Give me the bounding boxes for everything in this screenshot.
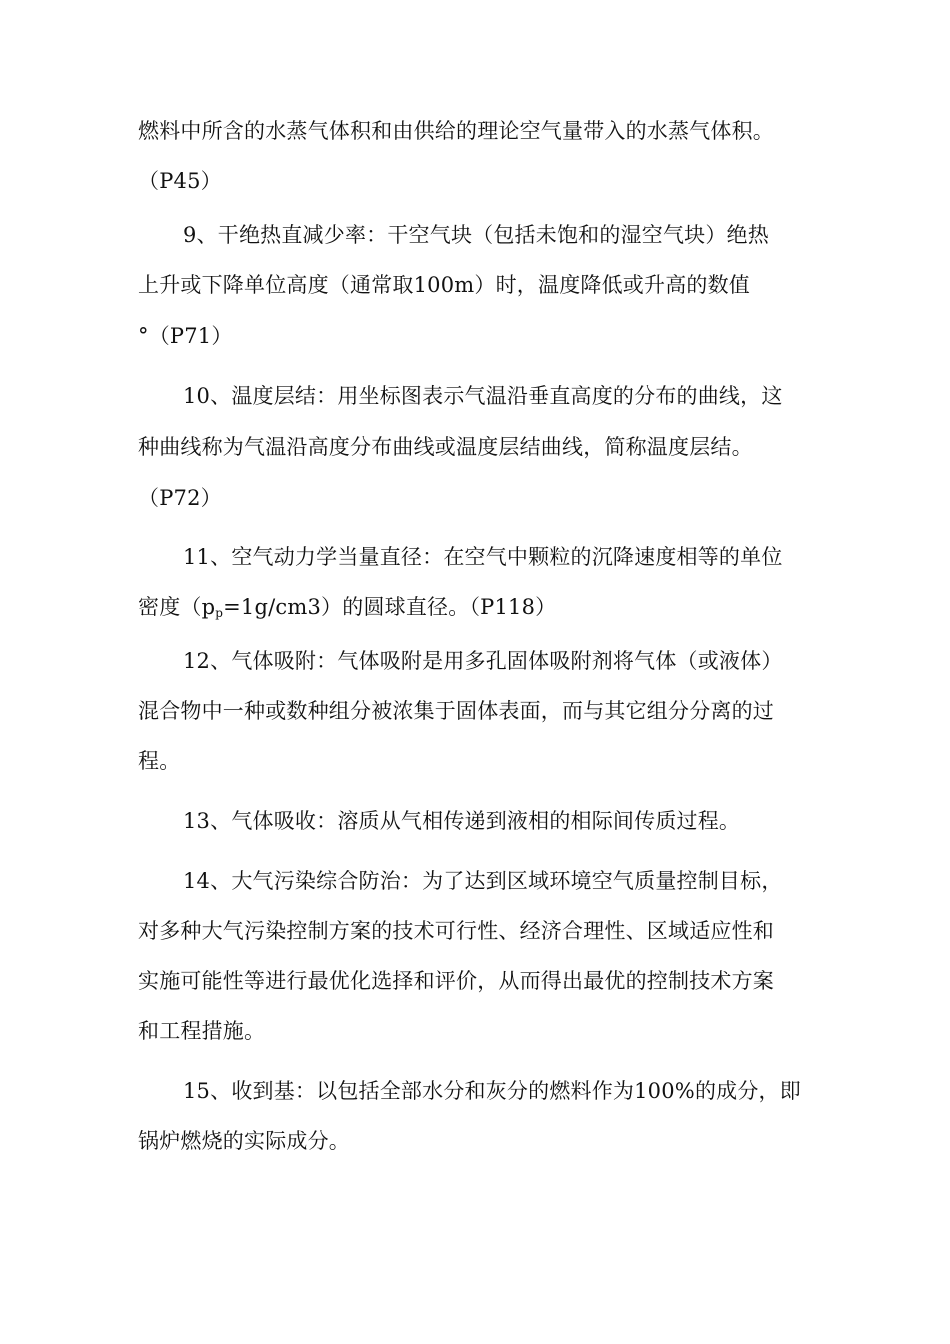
text-line: 实施可能性等进行最优化选择和评价，从而得出最优的控制技术方案 <box>138 969 774 993</box>
definition-12-line: 12、气体吸附：气体吸附是用多孔固体吸附剂将气体（或液体） <box>183 649 783 673</box>
text-line: 上升或下降单位高度（通常取100m）时，温度降低或升高的数值 <box>138 273 750 297</box>
page-reference: °（P71） <box>138 324 233 348</box>
subscript: p <box>215 606 224 620</box>
text-line <box>138 594 818 626</box>
text-line: 混合物中一种或数种组分被浓集于固体表面，而与其它组分分离的过 <box>138 699 774 723</box>
definition-14-line: 14、大气污染综合防治：为了达到区域环境空气质量控制目标， <box>183 869 783 893</box>
text-line: 和工程措施。 <box>138 1019 266 1043</box>
text-line: 种曲线称为气温沿高度分布曲线或温度层结曲线，简称温度层结。 <box>138 435 753 459</box>
text-line: 锅炉燃烧的实际成分。 <box>138 1129 350 1153</box>
definition-9-line: 9、干绝热直减少率：干空气块（包括未饱和的湿空气块）绝热 <box>183 223 769 247</box>
text-line: 程。 <box>138 749 181 773</box>
definition-10-line: 10、温度层结：用坐标图表示气温沿垂直高度的分布的曲线，这 <box>183 384 783 408</box>
page-reference: （P45） <box>138 169 222 193</box>
text-fragment: =1g/cm3）的圆球直径。（P118） <box>223 595 557 619</box>
text-fragment: 密度（p <box>138 595 216 619</box>
text-line: 对多种大气污染控制方案的技术可行性、经济合理性、区域适应性和 <box>138 919 774 943</box>
definition-13-line: 13、气体吸收：溶质从气相传递到液相的相际间传质过程。 <box>183 809 741 833</box>
page-reference: （P72） <box>138 486 222 510</box>
text-line: 燃料中所含的水蒸气体积和由供给的理论空气量带入的水蒸气体积。 <box>138 119 774 143</box>
definition-15-line: 15、收到基：以包括全部水分和灰分的燃料作为100%的成分，即 <box>183 1079 801 1103</box>
definition-11-line: 11、空气动力学当量直径：在空气中颗粒的沉降速度相等的单位 <box>183 545 783 569</box>
